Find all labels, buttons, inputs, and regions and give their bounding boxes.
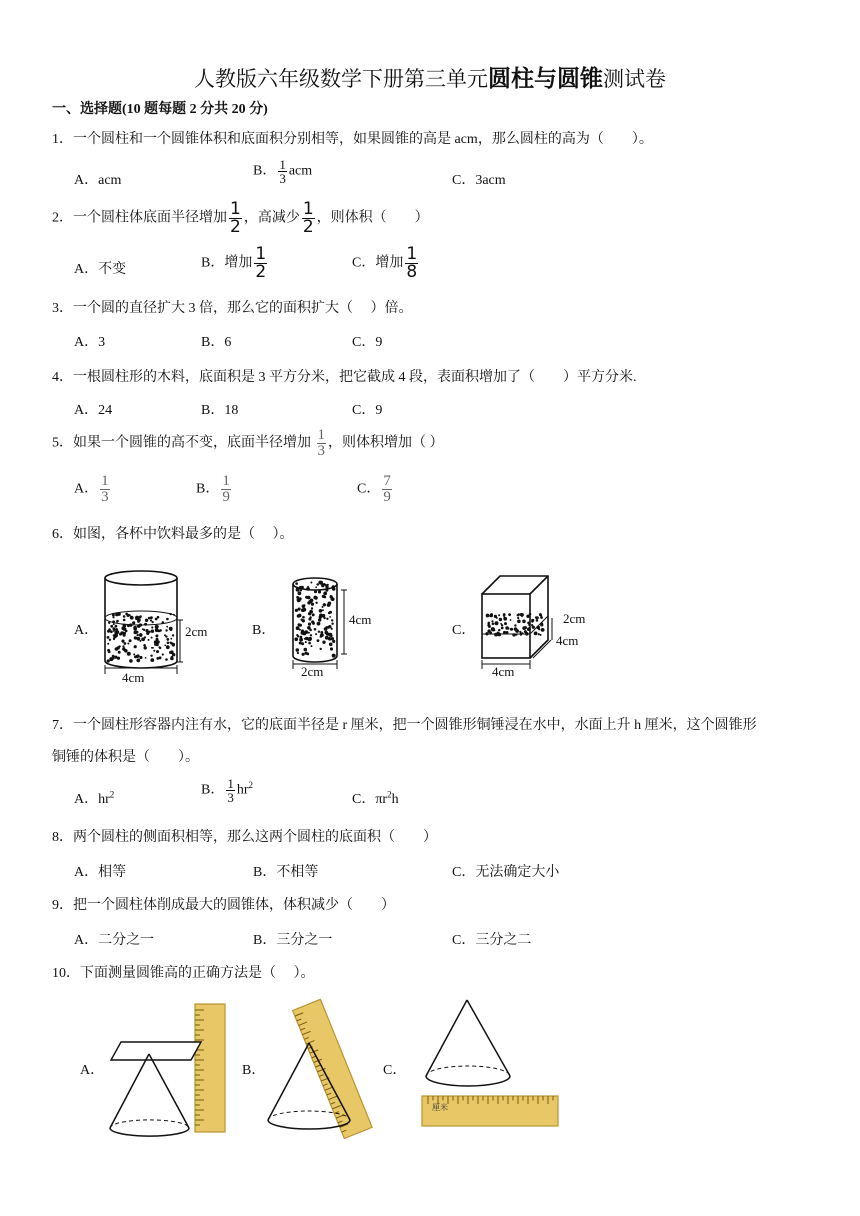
cup-c-depth-label: 4cm	[556, 633, 579, 648]
q1-option-b[interactable]: B． $\frac{1}{3}$ acm	[253, 157, 313, 186]
q6-option-c[interactable]: C．	[452, 623, 476, 638]
q2-option-c[interactable]: C．增加 $\frac{1}{8}$	[352, 244, 418, 282]
q9-option-c[interactable]: C．三分之二	[452, 933, 532, 948]
q4-option-c[interactable]: C．9	[352, 403, 383, 418]
fraction: $\frac{1}{2}$	[230, 199, 241, 237]
q4-option-a[interactable]: A．24	[74, 403, 113, 418]
q5-option-c[interactable]: C． $\frac{7}{9}$	[357, 473, 391, 505]
q6-option-b[interactable]: B．	[252, 623, 276, 638]
fraction: $\frac{1}{3}$	[279, 157, 286, 186]
q7-option-a[interactable]: A．$hr^2$	[74, 789, 115, 807]
title-prefix: 人教版六年级数学下册第三单元	[194, 67, 488, 91]
title-suffix: 测试卷	[603, 67, 666, 91]
fraction: $\frac{1}{3}$	[317, 427, 325, 459]
fraction: $\frac{1}{8}$	[406, 244, 418, 282]
question-10-stem: 10．下面测量圆锥高的正确方法是（ ）。	[52, 966, 315, 981]
q4-option-b[interactable]: B．18	[201, 403, 239, 418]
q7-option-b[interactable]: B． $\frac{1}{3}$ $hr^2$	[201, 776, 254, 805]
liquid-dots	[485, 613, 544, 637]
question-2-stem: 2．一个圆柱体底面半径增加 $\frac{1}{2}$ ，高减少 $\frac{1}{2}$ ，则体积（ ）	[52, 199, 429, 237]
q5-option-a[interactable]: A． $\frac{1}{3}$	[74, 473, 109, 505]
question-8-stem: 8．两个圆柱的侧面积相等，那么这两个圆柱的底面积（ ）	[52, 830, 437, 845]
q5-option-b[interactable]: B． $\frac{1}{9}$	[196, 473, 230, 505]
q1-option-a[interactable]: A．acm	[74, 173, 122, 188]
question-1-stem: 1．一个圆柱和一个圆锥体积和底面积分别相等，如果圆锥的高是 acm，那么圆柱的高为（ ）。	[52, 132, 653, 147]
q3-option-a[interactable]: A．3	[74, 335, 106, 350]
q2-option-b[interactable]: B．增加 $\frac{1}{2}$	[201, 244, 267, 282]
fraction: $\frac{7}{9}$	[383, 473, 391, 505]
question-7-line1: 7．一个圆柱形容器内注有水，它的底面半径是 r 厘米，把一个圆锥形铜锤浸在水中，水面上升 h 厘米，这个圆锥形	[52, 718, 757, 733]
cone-b-figure	[262, 998, 392, 1138]
q8-option-a[interactable]: A．相等	[74, 865, 127, 880]
q10-option-a[interactable]: A．	[80, 1063, 105, 1078]
q2-option-a[interactable]: A．不变	[74, 262, 127, 277]
q6-option-a[interactable]: A．	[74, 623, 99, 638]
q10-option-b[interactable]: B．	[242, 1063, 266, 1078]
q8-option-c[interactable]: C．无法确定大小	[452, 865, 560, 880]
ruler-unit: 厘米	[432, 1103, 448, 1112]
question-9-stem: 9．把一个圆柱体削成最大的圆锥体，体积减少（ ）	[52, 898, 395, 913]
q9-option-b[interactable]: B．三分之一	[253, 933, 333, 948]
cup-c-width-label: 4cm	[492, 664, 515, 679]
cup-a-height-label: 2cm	[185, 624, 208, 639]
cup-b-width-label: 2cm	[301, 664, 324, 679]
fraction: $\frac{1}{9}$	[222, 473, 230, 505]
question-7-line2: 铜锤的体积是（ ）。	[52, 750, 199, 765]
cup-a-width-label: 4cm	[122, 670, 145, 685]
fraction: $\frac{1}{2}$	[255, 244, 267, 282]
fraction: $\frac{1}{2}$	[302, 199, 314, 237]
question-4-stem: 4．一根圆柱形的木料，底面积是 3 平方分米，把它截成 4 段，表面积增加了（ ）平方分米.	[52, 370, 637, 385]
q8-option-b[interactable]: B．不相等	[253, 865, 319, 880]
page-title	[0, 60, 860, 93]
q9-option-a[interactable]: A．二分之一	[74, 933, 155, 948]
liquid-dots	[107, 612, 176, 662]
title-emphasis: 圆柱与圆锥	[488, 66, 603, 92]
question-3-stem: 3．一个圆的直径扩大 3 倍，那么它的面积扩大（ ）倍。	[52, 301, 413, 316]
cone-c-figure	[418, 996, 563, 1131]
question-5-stem: 5．如果一个圆锥的高不变，底面半径增加 $\frac{1}{3}$ ，则体积增加（ ）	[52, 427, 444, 459]
q3-option-b[interactable]: B．6	[201, 335, 232, 350]
cup-c-height-label: 2cm	[563, 611, 586, 626]
q1-option-c[interactable]: C．3acm	[452, 173, 506, 188]
q3-option-c[interactable]: C．9	[352, 335, 383, 350]
cup-b-figure	[290, 574, 390, 674]
cup-b-height-label: 4cm	[349, 612, 372, 627]
fraction: $\frac{1}{3}$	[227, 776, 234, 805]
fraction: $\frac{1}{3}$	[101, 473, 109, 505]
q7-option-c[interactable]: C．$\pi r^2h$	[352, 789, 399, 807]
question-6-stem: 6．如图，各杯中饮料最多的是（ ）。	[52, 527, 294, 542]
liquid-dots	[294, 581, 335, 658]
cone-a-figure	[105, 1002, 235, 1137]
q10-option-c[interactable]: C．	[383, 1063, 407, 1078]
section-heading: 一、选择题(10 题每题 2 分共 20 分)	[52, 102, 268, 117]
